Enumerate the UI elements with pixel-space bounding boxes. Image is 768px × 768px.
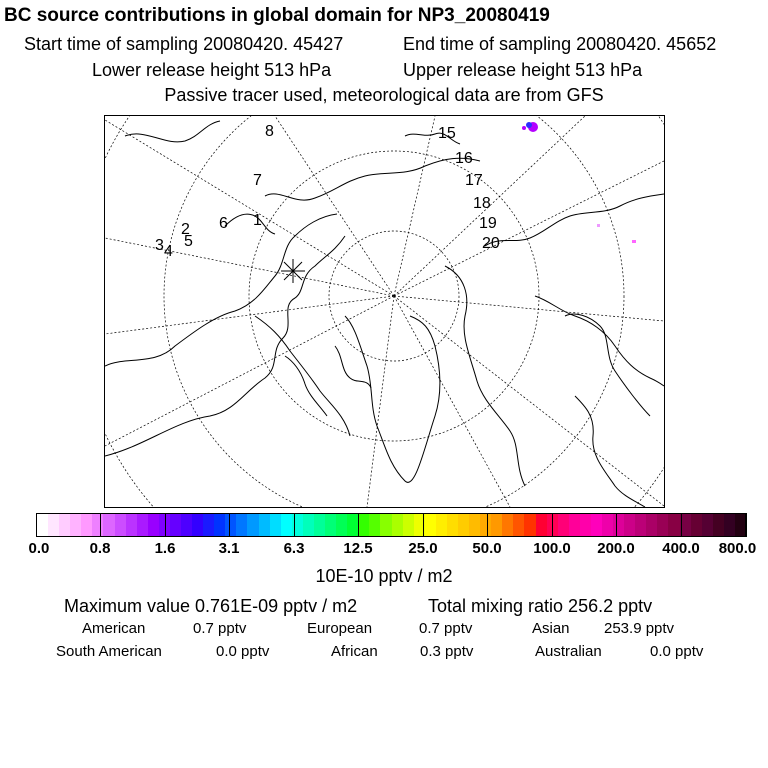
total-mixing-ratio-text: Total mixing ratio 256.2 pptv — [428, 596, 653, 616]
color-scale-segment — [148, 514, 159, 536]
trajectory-label-3: 3 — [155, 237, 164, 254]
color-scale-label: 100.0 — [533, 540, 571, 557]
trajectory-label-20: 20 — [482, 235, 500, 252]
color-scale-segment — [48, 514, 59, 536]
color-scale-tick — [36, 513, 37, 537]
latitude-circles — [105, 116, 664, 507]
color-scale-tick — [165, 513, 166, 537]
color-scale-tick — [229, 513, 230, 537]
region-value-european: 0.7 pptv — [419, 620, 473, 637]
color-scale-segment — [635, 514, 646, 536]
trajectory-label-5: 5 — [184, 233, 193, 250]
color-scale-segment — [126, 514, 137, 536]
color-scale-label: 1.6 — [154, 540, 176, 557]
color-scale-segment — [613, 514, 624, 536]
color-scale-segment — [347, 514, 358, 536]
trajectory-label-15: 15 — [438, 125, 456, 142]
color-scale-segment — [137, 514, 148, 536]
color-scale-segment — [724, 514, 735, 536]
lower-height-text: Lower release height 513 hPa — [92, 60, 332, 80]
color-scale-segment — [92, 514, 103, 536]
trajectory-label-18: 18 — [473, 195, 491, 212]
color-scale-segment — [624, 514, 635, 536]
color-scale-segment — [713, 514, 724, 536]
region-value-australian: 0.0 pptv — [650, 643, 704, 660]
region-name-european: European — [307, 620, 373, 637]
meridian-lines — [105, 116, 664, 507]
color-scale-segment — [369, 514, 380, 536]
upper-height-text: Upper release height 513 hPa — [403, 60, 643, 80]
map-svg — [105, 116, 664, 507]
color-scale-tick — [681, 513, 682, 537]
color-scale-segment — [668, 514, 679, 536]
color-scale-segment — [192, 514, 203, 536]
region-name-african: African — [331, 643, 378, 660]
color-scale-label: 400.0 — [662, 540, 700, 557]
trajectory-label-7: 7 — [253, 172, 262, 189]
color-scale-segment — [380, 514, 391, 536]
trajectory-label-8: 8 — [265, 123, 274, 140]
region-name-australian: Australian — [535, 643, 602, 660]
trajectory-label-6: 6 — [219, 215, 228, 232]
color-scale-tick — [616, 513, 617, 537]
color-scale-segment — [691, 514, 702, 536]
color-scale-label: 12.5 — [343, 540, 373, 557]
concentration-plume — [522, 122, 636, 243]
polar-map — [104, 115, 665, 508]
units-label: 10E-10 pptv / m2 — [315, 566, 453, 586]
end-time-text: End time of sampling 20080420. 45652 — [403, 34, 717, 54]
region-value-american: 0.7 pptv — [193, 620, 247, 637]
color-scale-label: 6.3 — [283, 540, 305, 557]
color-scale-segment — [591, 514, 602, 536]
start-time-text: Start time of sampling 20080420. 45427 — [24, 34, 344, 54]
trajectory-label-2: 2 — [181, 221, 190, 238]
color-scale-label: 3.1 — [218, 540, 240, 557]
max-value-text: Maximum value 0.761E-09 pptv / m2 — [64, 596, 358, 616]
color-scale-segment — [203, 514, 214, 536]
color-scale-label: 25.0 — [408, 540, 438, 557]
color-scale-segment — [502, 514, 513, 536]
color-scale-segment — [303, 514, 314, 536]
color-scale-segment — [702, 514, 713, 536]
color-scale-segment — [646, 514, 657, 536]
color-scale-tick — [745, 513, 746, 537]
color-scale-segment — [259, 514, 270, 536]
color-scale-segment — [469, 514, 480, 536]
color-scale-label: 800.0 — [718, 540, 757, 557]
color-scale-segment — [270, 514, 281, 536]
region-name-asian: Asian — [532, 620, 570, 637]
color-scale-segment — [225, 514, 236, 536]
trajectory-label-4: 4 — [164, 243, 173, 260]
color-scale-label: 0.0 — [28, 540, 50, 557]
color-scale-segment — [358, 514, 369, 536]
trajectory-label-16: 16 — [455, 150, 473, 167]
page-title: BC source contributions in global domain for NP3_20080419 — [4, 5, 550, 26]
trajectory-label-19: 19 — [479, 215, 497, 232]
color-scale-segment — [536, 514, 547, 536]
color-scale-segment — [447, 514, 458, 536]
trajectory-label-1: 1 — [253, 212, 262, 229]
color-scale-segment — [236, 514, 247, 536]
color-scale-segment — [524, 514, 535, 536]
color-scale-segment — [436, 514, 447, 536]
color-scale-tick — [487, 513, 488, 537]
color-scale-segment — [458, 514, 469, 536]
color-scale-segment — [602, 514, 613, 536]
color-scale-segment — [59, 514, 70, 536]
coastlines — [105, 121, 664, 507]
color-scale-tick — [358, 513, 359, 537]
trajectory-label-17: 17 — [465, 172, 483, 189]
color-scale-segment — [170, 514, 181, 536]
color-scale-segment — [425, 514, 436, 536]
color-scale-tick — [294, 513, 295, 537]
color-scale-tick — [100, 513, 101, 537]
color-scale-segment — [81, 514, 92, 536]
tracer-note-text: Passive tracer used, meteorological data are from GFS — [164, 85, 604, 105]
color-scale-segment — [480, 514, 491, 536]
color-scale-segment — [513, 514, 524, 536]
color-scale-segment — [403, 514, 414, 536]
color-scale-segment — [214, 514, 225, 536]
color-scale-segment — [115, 514, 126, 536]
color-scale-segment — [314, 514, 325, 536]
color-scale-segment — [70, 514, 81, 536]
color-scale-bar — [36, 513, 747, 537]
color-scale-segment — [580, 514, 591, 536]
color-scale-segment — [325, 514, 336, 536]
color-scale-segment — [103, 514, 114, 536]
color-scale-tick — [423, 513, 424, 537]
color-scale-label: 50.0 — [472, 540, 502, 557]
region-value-asian: 253.9 pptv — [604, 620, 675, 637]
color-scale-segment — [336, 514, 347, 536]
region-value-african: 0.3 pptv — [420, 643, 474, 660]
color-scale-tick — [552, 513, 553, 537]
release-site-marker — [281, 259, 305, 283]
color-scale-segment — [281, 514, 292, 536]
color-scale-segment — [657, 514, 668, 536]
color-scale-label: 0.8 — [89, 540, 111, 557]
color-scale-segment — [569, 514, 580, 536]
color-scale-segment — [247, 514, 258, 536]
color-scale-segment — [392, 514, 403, 536]
region-name-south-american: South American — [56, 643, 162, 660]
color-scale-label: 200.0 — [597, 540, 635, 557]
color-scale-segment — [491, 514, 502, 536]
color-scale-segment — [181, 514, 192, 536]
region-name-american: American — [82, 620, 146, 637]
color-scale-segment — [558, 514, 569, 536]
color-scale-segment — [37, 514, 48, 536]
region-value-south-american: 0.0 pptv — [216, 643, 270, 660]
